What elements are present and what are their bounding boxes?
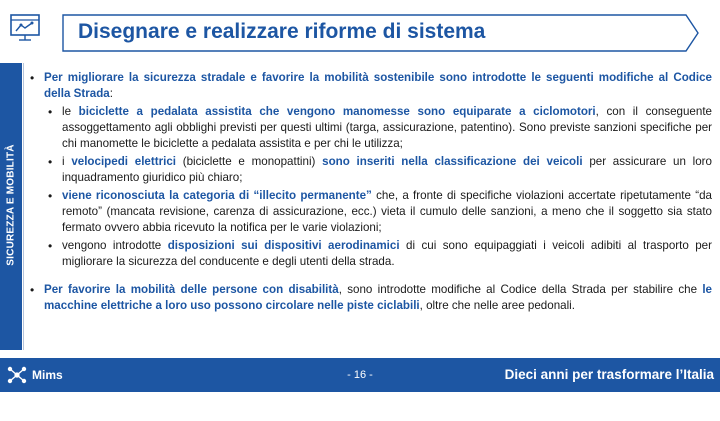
spacer <box>28 270 712 282</box>
bullet-highlight: Per migliorare la sicurezza stradale e favorire la mobilità sostenibile sono introdotte le seguenti modifiche al Codice della Strada <box>44 71 712 100</box>
bullet-text: vengono introdotte <box>62 239 168 252</box>
subbullet-electric-cycles <box>28 154 712 186</box>
section-label: SICUREZZA E MOBILITÀ <box>5 144 17 266</box>
bullet-text: (biciclette e monopattini) <box>175 155 323 168</box>
content-area <box>28 70 712 314</box>
bullet-disability-mobility <box>28 282 712 314</box>
bullet-text: , con il conseguente assoggettamento agli obblighi previsti per questi ultimi (targa, assicurazione, patentino). Sono previste sanzioni specifiche per chi manomette le biciclette a pedalata assistita e per chi le utilizza; <box>62 105 712 150</box>
bullet-highlight: sono inseriti nella classificazione dei veicoli <box>322 155 583 168</box>
bullet-text: i <box>62 155 72 168</box>
bullet-road-safety <box>28 70 712 102</box>
reform-diagram-icon <box>8 13 44 43</box>
page-number: - 16 - <box>347 369 373 381</box>
bullet-text: , sono introdotte modifiche al Codice della Strada per stabilire che <box>338 283 703 296</box>
footer-bar <box>0 358 720 392</box>
footer-tagline: Dieci anni per trasformare l’Italia <box>504 367 714 382</box>
subbullet-ebikes <box>28 104 712 152</box>
bullet-text: le <box>62 105 79 118</box>
subbullet-permanent-offence <box>28 188 712 236</box>
page-title-box <box>62 14 700 52</box>
side-divider <box>23 63 24 350</box>
bullet-text: : <box>109 87 113 100</box>
bullet-highlight: le macchine elettriche a loro uso possono circolare nelle piste ciclabili <box>44 283 712 312</box>
bullet-highlight: biciclette a pedalata assistita che vengono manomesse sono equiparate a ciclomotori <box>78 105 596 118</box>
bullet-text: che, a fronte di specifiche violazioni accertate ripetutamente “da remoto” (mancata revisione, carenza di assicurazione, ecc.) vieta il cumulo delle sanzioni, a meno che il soggetto sia stato fermato ovvero abbia ricevuto la notifica per le varie violazioni; <box>62 189 712 234</box>
page-title: Disegnare e realizzare riforme di sistema <box>78 20 486 43</box>
bullet-highlight: Per favorire la mobilità delle persone con disabilità <box>44 283 339 296</box>
bullet-text: di cui sono equipaggiati i veicoli adibiti al trasporto per migliorare la sicurezza del conducente e degli utenti della strada. <box>62 239 712 268</box>
bullet-highlight: disposizioni sui dispositivi aerodinamici <box>167 239 400 252</box>
bullet-highlight: viene riconosciuta la categoria di “illecito permanente” <box>62 189 372 202</box>
bullet-text: per assicurare un loro inquadramento giuridico più chiaro; <box>62 155 712 184</box>
logo-text: Mims <box>32 368 63 382</box>
subbullet-aerodynamic-devices <box>28 238 712 270</box>
bullet-text: , oltre che nelle aree pedonali. <box>419 299 575 312</box>
bullet-highlight: velocipedi elettrici <box>71 155 176 168</box>
